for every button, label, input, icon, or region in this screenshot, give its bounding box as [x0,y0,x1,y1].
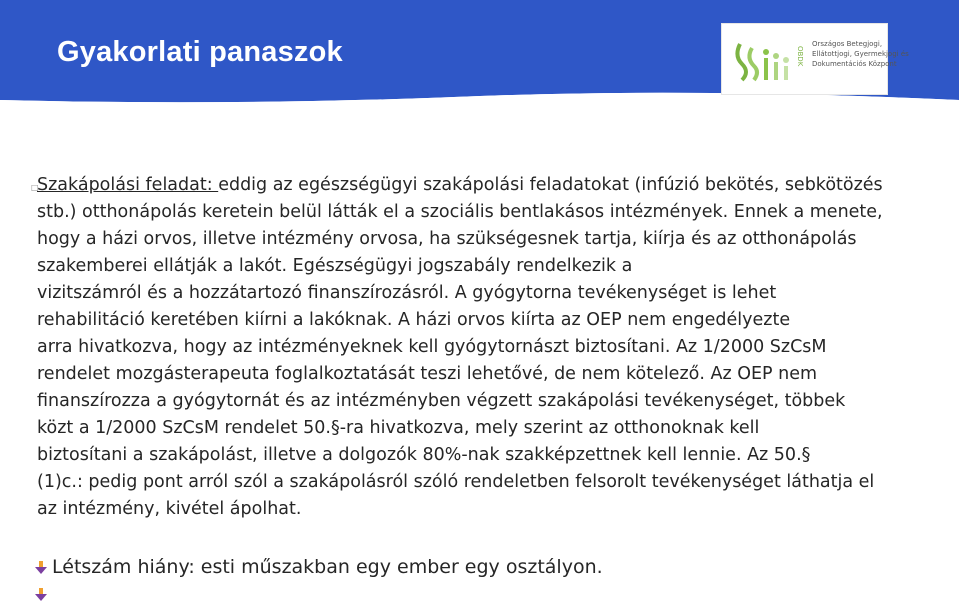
logo-abbreviation: OBDK [796,46,804,67]
small-bullet-icon: □ [31,183,39,192]
staff-shortage-text: Létszám hiány: esti műszakban egy ember egy osztályon. [52,556,603,578]
logo-figures-icon [732,34,812,86]
text-line-10: közt a 1/2000 SzCsM rendelet 50.§-ra hivatkozva, mely szerint az otthonoknak kell [37,418,760,438]
text-line-9: finanszírozza a gyógytornát és az intézményben végzett szakápolási tevékenységet, többek [37,391,846,411]
logo-line-1: Országos Betegjogi, [812,40,883,48]
arrow-bullet-icon [34,561,48,575]
text-line-6: rehabilitáció keretében kiírni a lakóknak. A házi orvos kiírta az OEP nem engedélyezte [37,310,791,330]
text-line-11: biztosítani a szakápolást, illetve a dolgozók 80%-nak szakképzettnek kell lennie. Az 50.§ [37,445,811,465]
section-label: Szakápolási feladat: [37,175,219,195]
text-line-12: (1)c.: pedig pont arról szól a szakápolásról szóló rendeletben felsorolt tevékenységet láthatja el [37,472,875,492]
text-line-13: az intézmény, kivétel ápolhat. [37,499,302,519]
text-line-2: stb.) otthonápolás keretein belül látták el a szociális bentlakásos intézmények. Ennek a menete, [37,202,883,222]
page-title: Gyakorlati panaszok [57,36,343,68]
logo-line-2: Ellátottjogi, Gyermekjogi és [812,50,909,58]
text-line-1: Szakápolási feladat: eddig az egészségügyi szakápolási feladatokat (infúzió bekötés, sebkötözés [37,175,883,195]
logo-line-3: Dokumentációs Központ [812,60,897,68]
text-line-3: hogy a házi orvos, illetve intézmény orvosa, ha szükségesnek tartja, kiírja és az otthonápolás [37,229,857,249]
text-line-7: arra hivatkozva, hogy az intézményeknek kell gyógytornászt biztosítani. Az 1/2000 SzCsM [37,337,827,357]
text-line-5: vizitszámról és a hozzátartozó finanszírozásról. A gyógytorna tevékenységet is lehet [37,283,777,303]
text-line-8: rendelet mozgásterapeuta foglalkoztatását teszi lehetővé, de nem kötelező. Az OEP nem [37,364,818,384]
arrow-bullet-icon [34,588,48,602]
main-paragraph [37,172,922,523]
obdk-logo [721,23,909,95]
text-line-4: szakemberei ellátják a lakót. Egészségügyi jogszabály rendelkezik a [37,256,633,276]
slide-header [0,0,959,108]
